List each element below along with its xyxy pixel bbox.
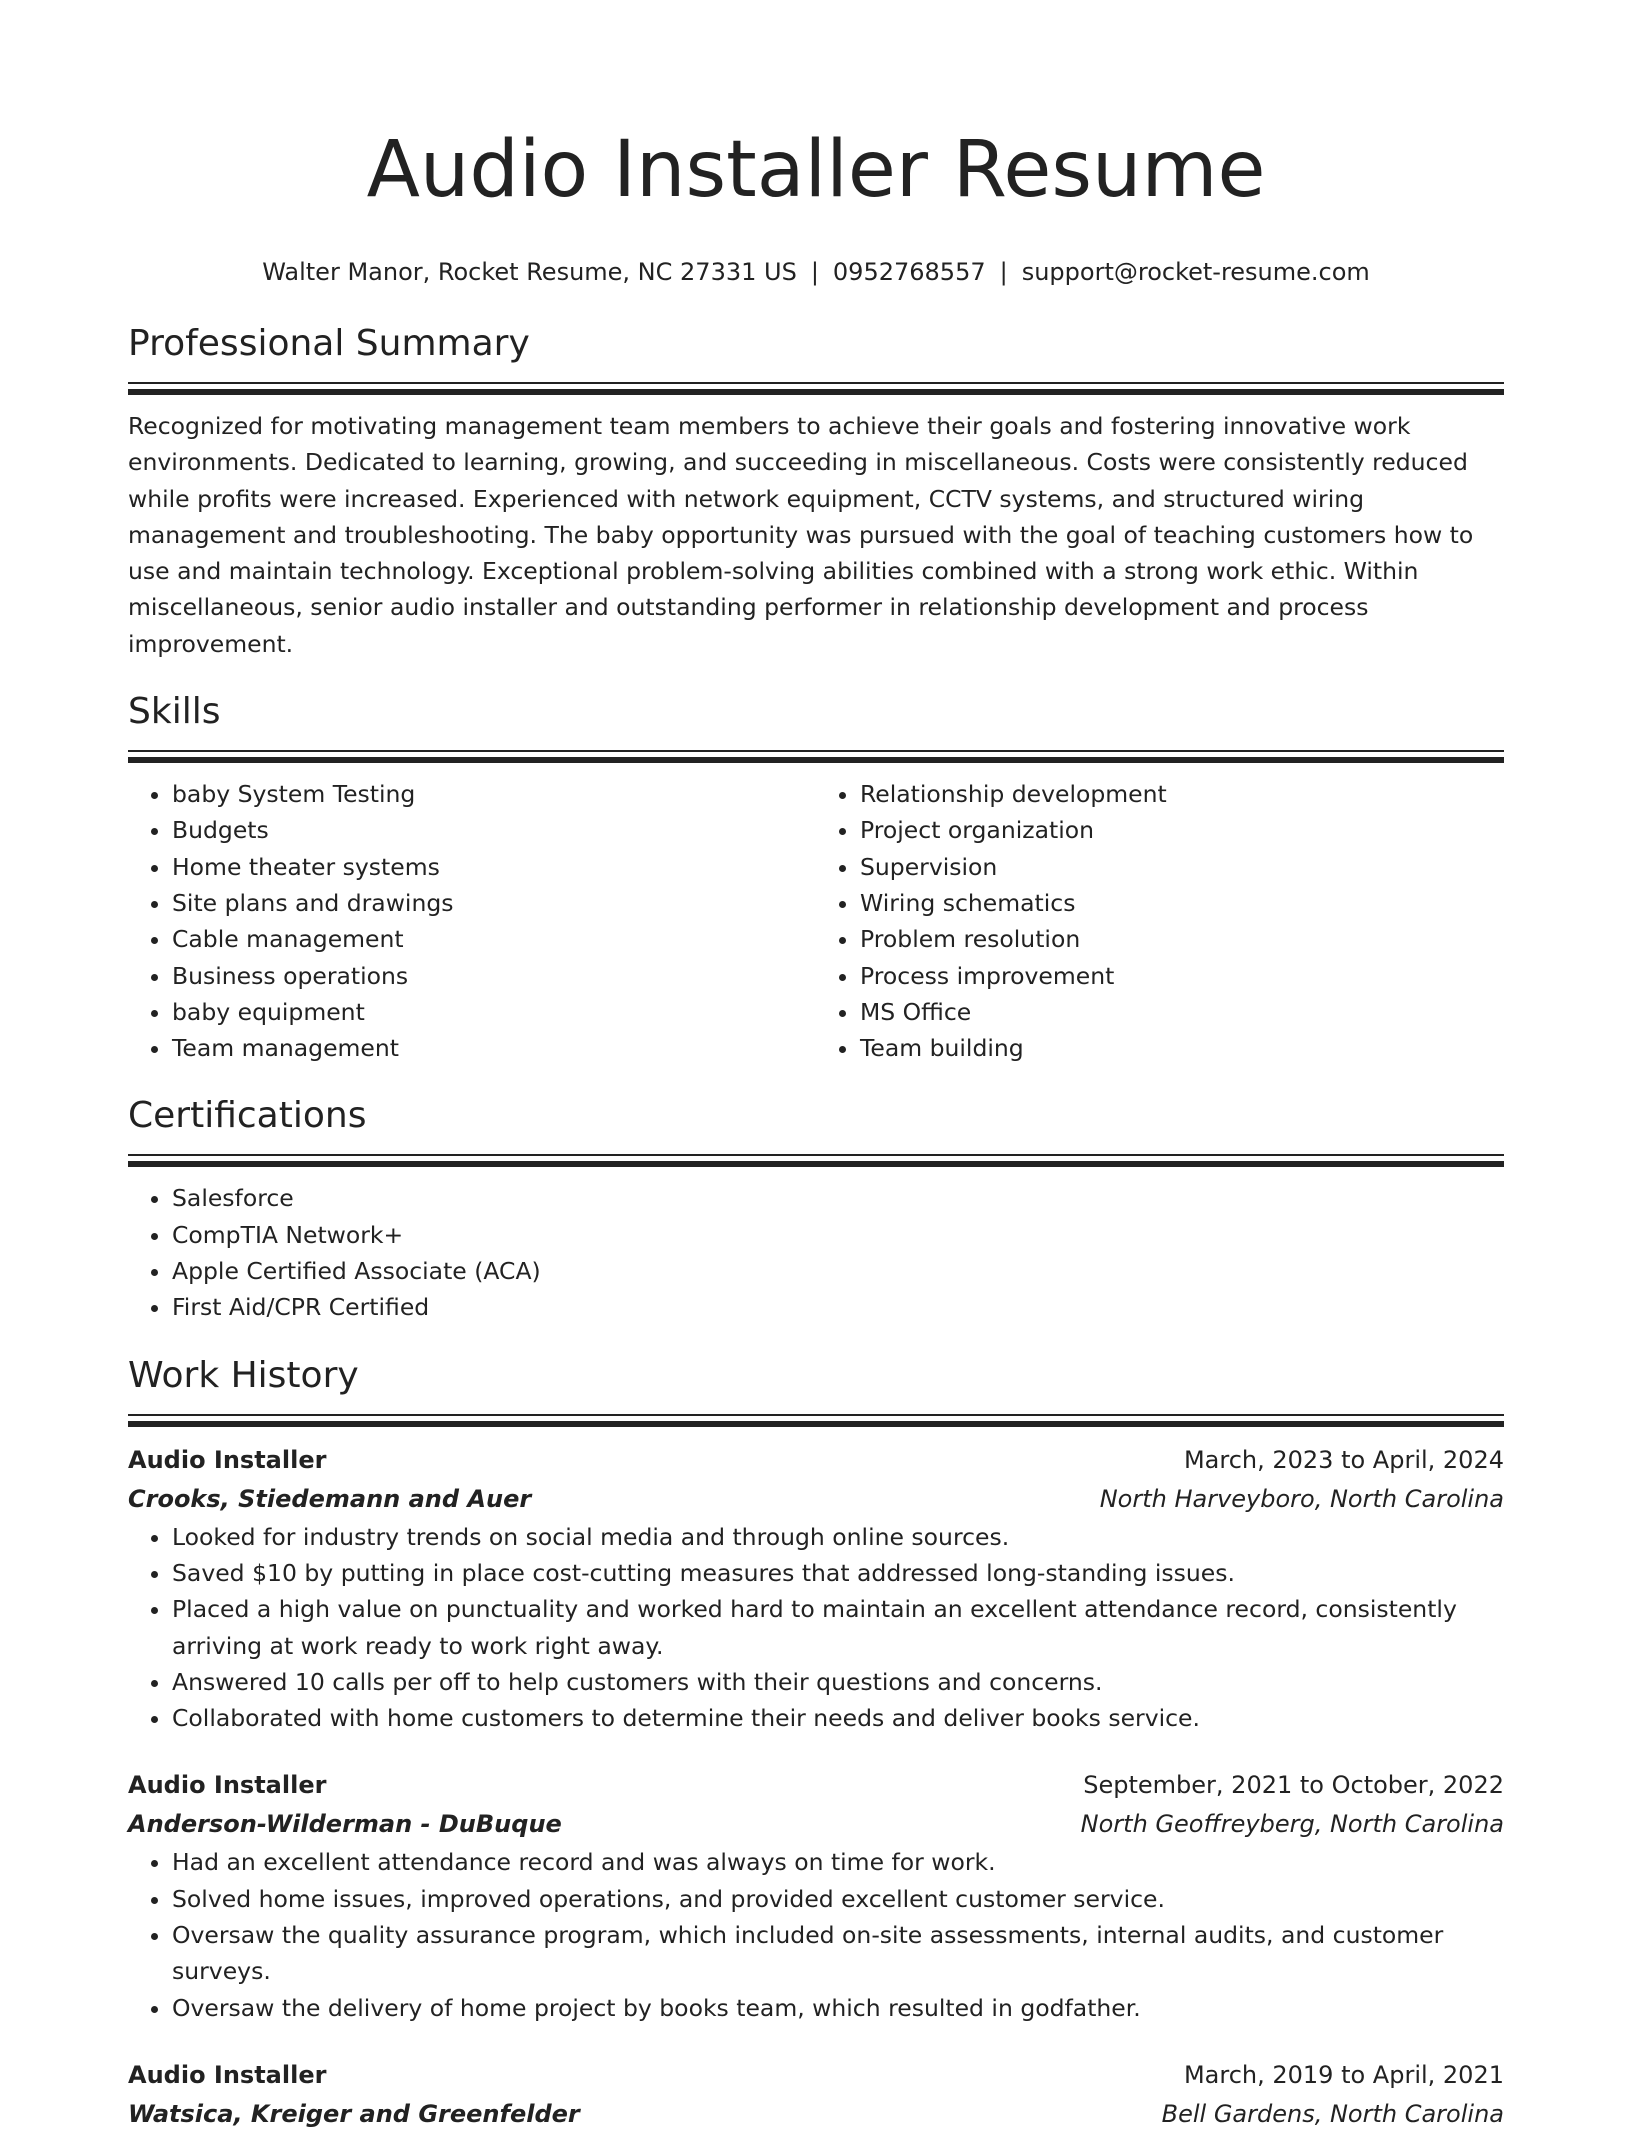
- summary-section: [128, 320, 1504, 662]
- skill-item: • MS Office: [860, 994, 1504, 1030]
- job-title: Audio Installer: [128, 1771, 327, 1800]
- skill-item: • Problem resolution: [860, 921, 1504, 957]
- job-header: [128, 1441, 1504, 1480]
- job-header: [128, 2056, 1504, 2095]
- contact-email: support@rocket-resume.com: [1021, 258, 1370, 286]
- section-divider: [128, 1414, 1504, 1427]
- job-header: [128, 1766, 1504, 1805]
- skill-item: • Cable management: [172, 921, 816, 957]
- job-subheader: [128, 1805, 1504, 1844]
- job-subheader: [128, 2095, 1504, 2134]
- job-dates: March, 2023 to April, 2024: [1183, 1445, 1504, 1474]
- job-company: Crooks, Stiedemann and Auer: [128, 1484, 532, 1513]
- skill-item: • Team building: [860, 1030, 1504, 1066]
- contact-phone: 0952768557: [832, 258, 986, 286]
- job-bullet: • Had an excellent attendance record and was always on time for work.: [172, 1844, 1504, 1880]
- job-bullet: • Collaborated with home customers to determine their needs and deliver books service.: [172, 1700, 1504, 1736]
- certification-item: • First Aid/CPR Certified: [172, 1289, 1504, 1325]
- skill-item: • baby System Testing: [172, 776, 816, 812]
- job-bullet: • Solved home issues, improved operations, and provided excellent customer service.: [172, 1881, 1504, 1917]
- section-divider: [128, 750, 1504, 763]
- job-bullet: • Saved $10 by putting in place cost-cutting measures that addressed long-standing issues.: [172, 1555, 1504, 1591]
- certification-item: • Apple Certified Associate (ACA): [172, 1253, 1504, 1289]
- job-title: Audio Installer: [128, 2060, 327, 2089]
- work-history-section: [128, 1352, 1504, 2134]
- skill-item: • Home theater systems: [172, 849, 816, 885]
- contact-separator: |: [810, 258, 819, 286]
- job-entry: [128, 2056, 1504, 2134]
- skills-section: [128, 688, 1504, 1066]
- contact-line: [128, 256, 1504, 288]
- section-heading-skills: Skills: [128, 691, 221, 733]
- skill-item: • Project organization: [860, 812, 1504, 848]
- job-bullet: • Answered 10 calls per off to help customers with their questions and concerns.: [172, 1664, 1504, 1700]
- certification-item: • CompTIA Network+: [172, 1217, 1504, 1253]
- skill-item: • baby equipment: [172, 994, 816, 1030]
- skills-column-right: [816, 776, 1504, 1066]
- job-dates: March, 2019 to April, 2021: [1183, 2060, 1504, 2089]
- resume-title: Audio Installer Resume: [366, 125, 1266, 215]
- job-entry: [128, 1766, 1504, 2025]
- section-divider: [128, 1154, 1504, 1167]
- job-location: North Geoffreyberg, North Carolina: [1080, 1810, 1504, 1839]
- section-heading-summary: Professional Summary: [128, 323, 530, 364]
- skill-item: • Site plans and drawings: [172, 885, 816, 921]
- section-heading-work-history: Work History: [128, 1354, 359, 1396]
- skill-item: • Relationship development: [860, 776, 1504, 812]
- skill-item: • Team management: [172, 1030, 816, 1066]
- job-title: Audio Installer: [128, 1445, 327, 1474]
- job-bullet: • Oversaw the delivery of home project by books team, which resulted in godfather.: [172, 1990, 1504, 2026]
- section-divider: [128, 382, 1504, 395]
- job-bullet: • Looked for industry trends on social media and through online sources.: [172, 1519, 1504, 1555]
- section-heading-certifications: Certifications: [128, 1095, 367, 1137]
- job-company: Anderson-Wilderman - DuBuque: [128, 1810, 562, 1839]
- skill-item: • Budgets: [172, 812, 816, 848]
- job-bullet: • Oversaw the quality assurance program, which included on-site assessments, internal audits, and customer surveys.: [172, 1917, 1504, 1990]
- job-entry: [128, 1441, 1504, 1737]
- certification-item: • Salesforce: [172, 1180, 1504, 1216]
- skill-item: • Wiring schematics: [860, 885, 1504, 921]
- skill-item: • Process improvement: [860, 958, 1504, 994]
- skill-item: • Supervision: [860, 849, 1504, 885]
- job-location: North Harveyboro, North Carolina: [1099, 1484, 1504, 1513]
- skill-item: • Business operations: [172, 958, 816, 994]
- job-dates: September, 2021 to October, 2022: [1083, 1771, 1504, 1800]
- skills-column-left: [128, 776, 816, 1066]
- contact-address: Walter Manor, Rocket Resume, NC 27331 US: [262, 258, 797, 286]
- contact-separator: |: [999, 258, 1008, 286]
- job-bullet: • Placed a high value on punctuality and worked hard to maintain an excellent attendance record, consistently arriving at work ready to work right away.: [172, 1591, 1504, 1664]
- job-subheader: [128, 1480, 1504, 1519]
- skills-grid: [128, 776, 1504, 1066]
- job-company: Watsica, Kreiger and Greenfelder: [128, 2099, 580, 2128]
- job-location: Bell Gardens, North Carolina: [1161, 2099, 1504, 2128]
- certifications-section: [128, 1092, 1504, 1325]
- summary-text: Recognized for motivating management team members to achieve their goals and fostering innovative work environments. Dedicated to learning, growing, and succeeding in miscellaneous. Costs were consistently reduced while profits were increased. Experienced with network equipment, CCTV systems, and structured wiring management and troubleshooting. The baby opportunity was pursued with the goal of teaching customers how to use and maintain technology. Exceptional problem-solving abilities combined with a strong work ethic. Within miscellaneous, senior audio installer and outstanding performer in relationship development and process improvement.: [128, 412, 1474, 658]
